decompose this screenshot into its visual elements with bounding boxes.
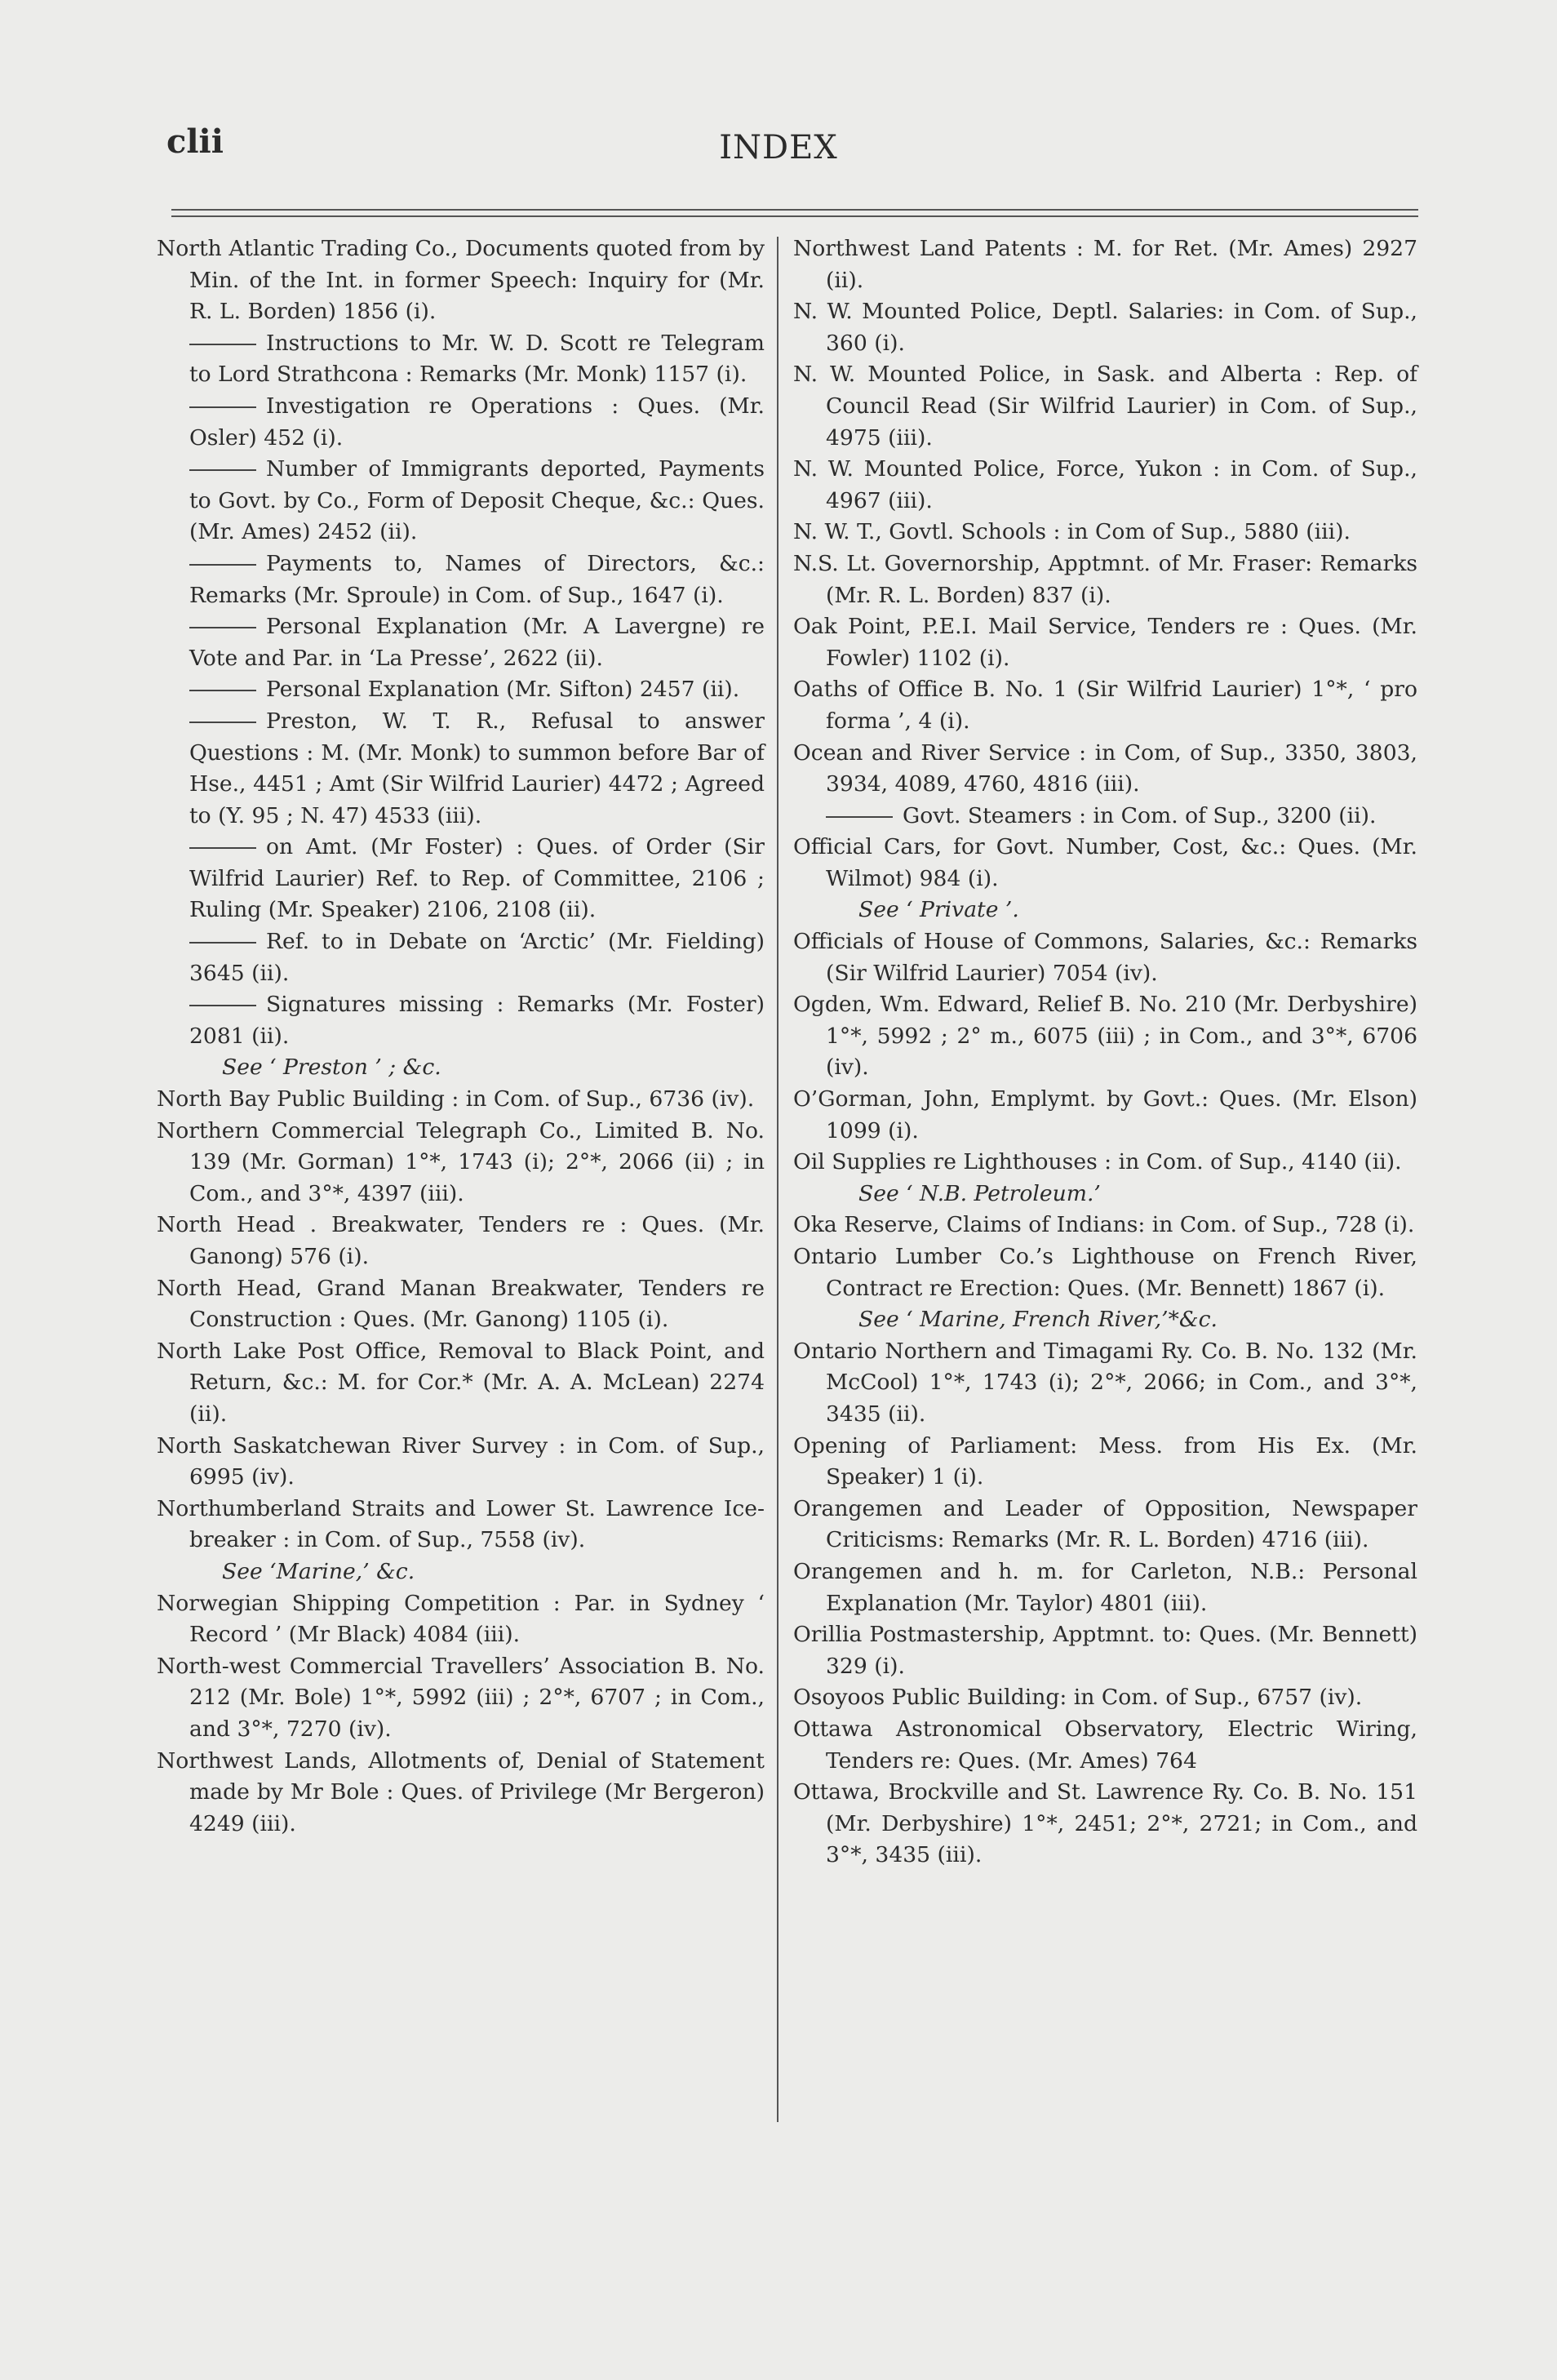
index-entry: N. W. Mounted Police, Force, Yukon : in Com. of Sup., 4967 (iii). [793, 456, 1417, 513]
index-entry: Official Cars, for Govt. Number, Cost, &c.: Ques. (Mr. Wilmot) 984 (i). [793, 834, 1417, 891]
index-entry: Opening of Parliament: Mess. from His Ex. (Mr. Speaker) 1 (i). [793, 1432, 1417, 1490]
index-entry: Oka Reserve, Claims of Indians: in Com. of Sup., 728 (i). [793, 1212, 1415, 1238]
index-entry: Ocean and River Service : in Com, of Sup., 3350, 3803, 3934, 4089, 4760, 4816 (iii). [793, 739, 1417, 797]
index-entry: Officials of House of Commons, Salaries, &c.: Remarks (Sir Wilfrid Laurier) 7054 (iv). [793, 929, 1417, 986]
index-entry: N. W. T., Govtl. Schools : in Com of Sup., 5880 (iii). [793, 519, 1351, 545]
index-entry: Orangemen and h. m. for Carleton, N.B.: Personal Explanation (Mr. Taylor) 4801 (iii). [793, 1558, 1417, 1616]
left-column [157, 233, 765, 1840]
index-entry: North Head . Breakwater, Tenders re : Ques. (Mr. Ganong) 576 (i). [157, 1212, 765, 1269]
index-entry: N. W. Mounted Police, in Sask. and Alberta : Rep. of Council Read (Sir Wilfrid Laurier) in Com. of Sup., 4975 (iii). [793, 362, 1417, 451]
index-subentry: on Amt. (Mr Foster) : Ques. of Order (Sir Wilfrid Laurier) Ref. to Rep. of Committee, 2106 ; Ruling (Mr. Speaker) 2106, 2108 (ii). [157, 832, 765, 926]
index-entry: Orillia Postmastership, Apptmnt. to: Ques. (Mr. Bennett) 329 (i). [793, 1622, 1417, 1679]
cross-reference: See ‘ N.B. Petroleum.’ [858, 1180, 1101, 1206]
index-entry: Northwest Land Patents : M. for Ret. (Mr. Ames) 2927 (ii). [793, 236, 1417, 293]
header-rule-top [171, 209, 1418, 211]
cross-reference: See ‘ Private ’. [858, 897, 1019, 923]
page-title: INDEX [719, 129, 838, 167]
cross-reference: See ‘Marine,’ &c. [222, 1558, 415, 1584]
index-entry: North Bay Public Building : in Com. of Sup., 6736 (iv). [157, 1086, 755, 1112]
index-entry: North-west Commercial Travellers’ Association B. No. 212 (Mr. Bole) 1°*, 5992 (iii) ; 2°*, 6707 ; in Com., and 3°*, 7270 (iv). [157, 1653, 765, 1742]
cross-reference: See ‘ Marine, French River,’*&c. [858, 1307, 1218, 1333]
index-entry: Ottawa Astronomical Observatory, Electric Wiring, Tenders re: Ques. (Mr. Ames) 764 [793, 1716, 1417, 1774]
index-entry: Oak Point, P.E.I. Mail Service, Tenders re : Ques. (Mr. Fowler) 1102 (i). [793, 614, 1417, 671]
index-entry: North Atlantic Trading Co., Documents quoted from by Min. of the Int. in former Speech: Inquiry for (Mr. R. L. Borden) 1856 (i). [157, 236, 765, 325]
cross-reference: See ‘ Preston ’ ; &c. [222, 1055, 441, 1081]
column-divider [777, 237, 778, 2122]
index-entry: Ottawa, Brockville and St. Lawrence Ry. Co. B. No. 151 (Mr. Derbyshire) 1°*, 2451; 2°*, 2721; in Com., and 3°*, 3435 (iii). [793, 1779, 1417, 1868]
index-entry: Oaths of Office B. No. 1 (Sir Wilfrid Laurier) 1°*, ‘ pro forma ’, 4 (i). [793, 677, 1417, 734]
index-entry: Ogden, Wm. Edward, Relief B. No. 210 (Mr. Derbyshire) 1°*, 5992 ; 2° m., 6075 (iii) ; in Com., and 3°*, 6706 (iv). [793, 992, 1417, 1081]
index-entry: Norwegian Shipping Competition : Par. in Sydney ‘ Record ’ (Mr Black) 4084 (iii). [157, 1590, 765, 1648]
index-entry: Northern Commercial Telegraph Co., Limited B. No. 139 (Mr. Gorman) 1°*, 1743 (i); 2°*, 2066 (ii) ; in Com., and 3°*, 4397 (iii). [157, 1117, 765, 1206]
index-entry: North Head, Grand Manan Breakwater, Tenders re Construction : Ques. (Mr. Ganong) 1105 (i). [157, 1275, 765, 1333]
index-entry: Northwest Lands, Allotments of, Denial of Statement made by Mr Bole : Ques. of Privilege (Mr Bergeron) 4249 (iii). [157, 1747, 765, 1836]
index-entry: Ontario Lumber Co.’s Lighthouse on French River, Contract re Erection: Ques. (Mr. Bennett) 1867 (i). [793, 1244, 1417, 1301]
index-entry: Ontario Northern and Timagami Ry. Co. B. No. 132 (Mr. McCool) 1°*, 1743 (i); 2°*, 2066; in Com., and 3°*, 3435 (ii). [793, 1338, 1417, 1427]
index-subentry: Govt. Steamers : in Com. of Sup., 3200 (ii). [793, 801, 1417, 833]
index-entry: Orangemen and Leader of Opposition, Newspaper Criticisms: Remarks (Mr. R. L. Borden) 4716 (iii). [793, 1495, 1417, 1553]
index-subentry: Personal Explanation (Mr. A Lavergne) re Vote and Par. in ‘La Presse’, 2622 (ii). [157, 611, 765, 674]
index-subentry: Ref. to in Debate on ‘Arctic’ (Mr. Fielding) 3645 (ii). [157, 926, 765, 989]
index-subentry: Instructions to Mr. W. D. Scott re Telegram to Lord Strathcona : Remarks (Mr. Monk) 1157 (i). [157, 328, 765, 391]
index-entry: North Lake Post Office, Removal to Black Point, and Return, &c.: M. for Cor.* (Mr. A. A. McLean) 2274 (ii). [157, 1338, 765, 1427]
index-entry: Osoyoos Public Building: in Com. of Sup., 6757 (iv). [793, 1685, 1363, 1711]
index-entry: Northumberland Straits and Lower St. Lawrence Ice-breaker : in Com. of Sup., 7558 (iv). [157, 1495, 765, 1553]
right-column [793, 233, 1417, 1872]
index-entry: N. W. Mounted Police, Deptl. Salaries: in Com. of Sup., 360 (i). [793, 299, 1417, 356]
index-entry: Oil Supplies re Lighthouses : in Com. of Sup., 4140 (ii). [793, 1149, 1402, 1175]
index-subentry: Personal Explanation (Mr. Sifton) 2457 (ii). [157, 674, 765, 706]
index-entry: N.S. Lt. Governorship, Apptmnt. of Mr. Fraser: Remarks (Mr. R. L. Borden) 837 (i). [793, 550, 1417, 608]
index-subentry: Signatures missing : Remarks (Mr. Foster) 2081 (ii). [157, 989, 765, 1052]
index-subentry: Investigation re Operations : Ques. (Mr. Osler) 452 (i). [157, 391, 765, 454]
index-subentry: Preston, W. T. R., Refusal to answer Questions : M. (Mr. Monk) to summon before Bar of Hse., 4451 ; Amt (Sir Wilfrid Laurier) 4472 ; Agreed to (Y. 95 ; N. 47) 4533 (iii). [157, 706, 765, 832]
index-entry: O’Gorman, John, Emplymt. by Govt.: Ques. (Mr. Elson) 1099 (i). [793, 1086, 1417, 1143]
index-subentry: Payments to, Names of Directors, &c.: Remarks (Mr. Sproule) in Com. of Sup., 1647 (i). [157, 548, 765, 611]
index-subentry: Number of Immigrants deported, Payments to Govt. by Co., Form of Deposit Cheque, &c.: Ques. (Mr. Ames) 2452 (ii). [157, 454, 765, 548]
header-rule-bottom [171, 215, 1418, 217]
page-number: clii [166, 122, 224, 161]
index-entry: North Saskatchewan River Survey : in Com. of Sup., 6995 (iv). [157, 1432, 765, 1490]
